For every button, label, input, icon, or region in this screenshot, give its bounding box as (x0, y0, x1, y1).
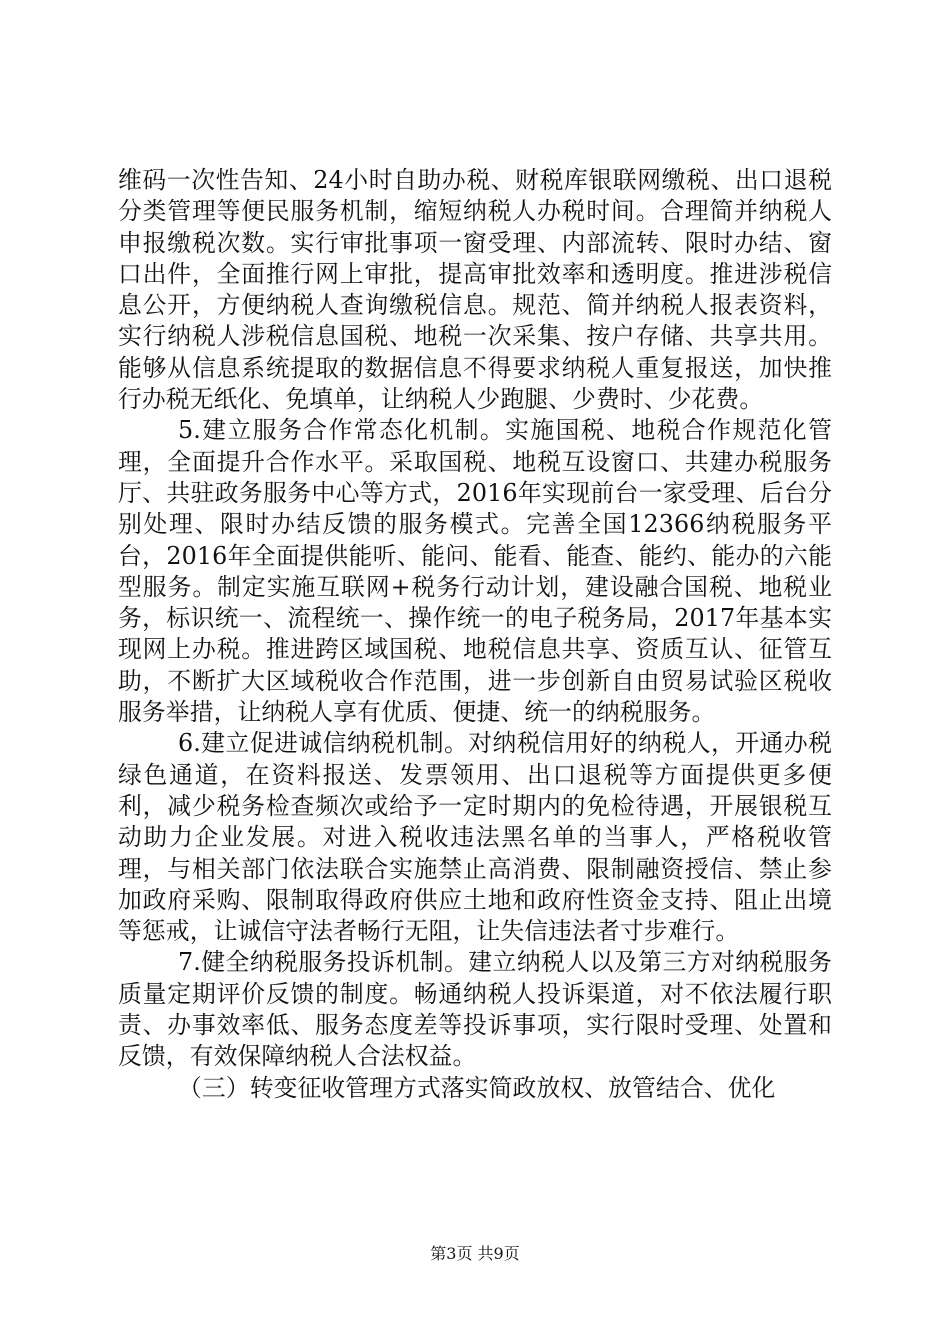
paragraph-continuation: 维码一次性告知、24小时自助办税、财税库银联网缴税、出口退税分类管理等便民服务机制，缩短纳税人办税时间。合理简并纳税人申报缴税次数。实行审批事项一窗受理、内部流转、限时办结、窗口出件，全面推行网上审批，提高审批效率和透明度。推进涉税信息公开，方便纳税人查询缴税信息。规范、简并纳税人报表资料，实行纳税人涉税信息国税、地税一次采集、按户存储、共享共用。能够从信息系统提取的数据信息不得要求纳税人重复报送，加快推行办税无纸化、免填单，让纳税人少跑腿、少费时、少花费。 (118, 166, 832, 414)
paragraph-item-5: 5.建立服务合作常态化机制。实施国税、地税合作规范化管理，全面提升合作水平。采取国税、地税互设窗口、共建办税服务厅、共驻政务服务中心等方式，2016年实现前台一家受理、后台分别处理、限时办结反馈的服务模式。完善全国12366纳税服务平台，2016年全面提供能听、能问、能看、能查、能约、能办的六能型服务。制定实施互联网+税务行动计划，建设融合国税、地税业务，标识统一、流程统一、操作统一的电子税务局，2017年基本实现网上办税。推进跨区域国税、地税信息共享、资质互认、征管互助，不断扩大区域税收合作范围，进一步创新自由贸易试验区税收服务举措，让纳税人享有优质、便捷、统一的纳税服务。 (118, 416, 832, 727)
page-footer: 第3页 共9页 (430, 1244, 520, 1263)
document-body (118, 165, 832, 1104)
paragraph-item-6: 6.建立促进诚信纳税机制。对纳税信用好的纳税人，开通办税绿色通道，在资料报送、发票领用、出口退税等方面提供更多便利，减少税务检查频次或给予一定时期内的免检待遇，开展银税互动助力企业发展。对进入税收违法黑名单的当事人，严格税收管理，与相关部门依法联合实施禁止高消费、限制融资授信、禁止参加政府采购、限制取得政府供应土地和政府性资金支持、阻止出境等惩戒，让诚信守法者畅行无阻，让失信违法者寸步难行。 (118, 729, 832, 946)
section-heading-three: （三）转变征收管理方式落实简政放权、放管结合、优化 (178, 1073, 776, 1102)
paragraph-item-7: 7.健全纳税服务投诉机制。建立纳税人以及第三方对纳税服务质量定期评价反馈的制度。畅通纳税人投诉渠道，对不依法履行职责、办事效率低、服务态度差等投诉事项，实行限时受理、处置和反馈，有效保障纳税人合法权益。 (118, 948, 832, 1071)
